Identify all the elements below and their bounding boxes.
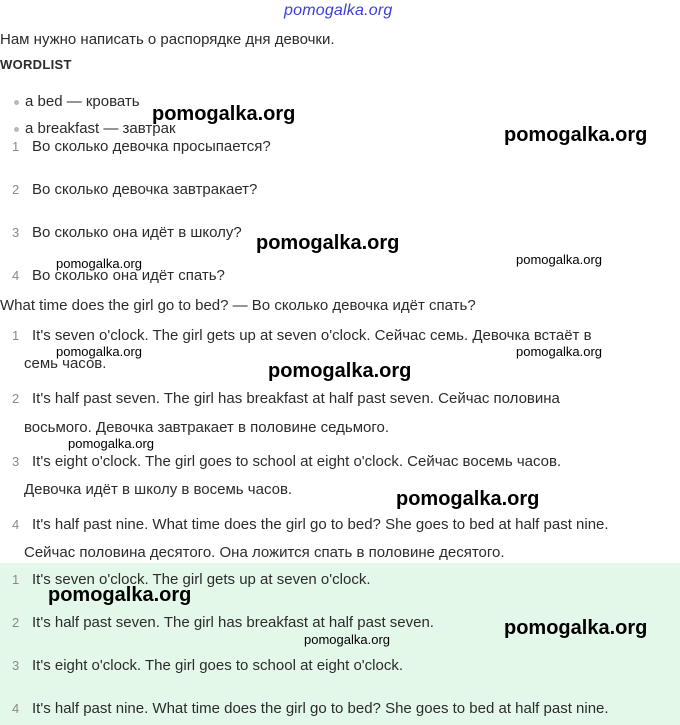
question-number: 2 bbox=[12, 182, 20, 197]
watermark: pomogalka.org bbox=[152, 103, 296, 125]
question-number: 1 bbox=[12, 139, 20, 154]
question-line: What time does the girl go to bed? — Во сколько девочка идёт спать? bbox=[0, 297, 476, 314]
answer-line: семь часов. bbox=[24, 355, 107, 372]
question-text: Во сколько девочка завтракает? bbox=[32, 181, 258, 198]
final-answer-text: It's half past seven. The girl has breakfast at half past seven. bbox=[32, 614, 434, 631]
final-answer-number: 3 bbox=[12, 658, 20, 673]
answer-number: 2 bbox=[12, 391, 20, 406]
watermark: pomogalka.org bbox=[256, 232, 400, 254]
watermark: pomogalka.org bbox=[68, 436, 154, 451]
watermark: pomogalka.org bbox=[304, 632, 390, 647]
watermark: pomogalka.org bbox=[268, 360, 412, 382]
answer-line: восьмого. Девочка завтракает в половине седьмого. bbox=[24, 419, 390, 436]
bullet-icon bbox=[14, 100, 19, 105]
watermark: pomogalka.org bbox=[56, 256, 142, 271]
watermark: pomogalka.org bbox=[504, 617, 648, 639]
question-number: 3 bbox=[12, 225, 20, 240]
answer-line: It's half past nine. What time does the girl go to bed? She goes to bed at half past nine. bbox=[32, 516, 609, 533]
watermark: pomogalka.org bbox=[48, 584, 192, 606]
question-text: Во сколько девочка просыпается? bbox=[32, 138, 271, 155]
final-answer-text: It's seven o'clock. The girl gets up at seven o'clock. bbox=[32, 571, 371, 588]
intro-text: Нам нужно написать о распорядке дня девочки. bbox=[0, 31, 335, 48]
bullet-icon bbox=[14, 127, 19, 132]
watermark: pomogalka.org bbox=[504, 124, 648, 146]
watermark: pomogalka.org bbox=[516, 344, 602, 359]
wordlist-heading: WORDLIST bbox=[0, 57, 72, 72]
final-answer-number: 1 bbox=[12, 572, 20, 587]
watermark: pomogalka.org bbox=[516, 252, 602, 267]
final-answer-number: 4 bbox=[12, 701, 20, 716]
question-text: Во сколько она идёт спать? bbox=[32, 267, 225, 284]
answer-line: It's eight o'clock. The girl goes to school at eight o'clock. Сейчас восемь часов. bbox=[32, 453, 562, 470]
final-answer-text: It's half past nine. What time does the girl go to bed? She goes to bed at half past nine. bbox=[32, 700, 609, 717]
final-answer-text: It's eight o'clock. The girl goes to school at eight o'clock. bbox=[32, 657, 404, 674]
answer-line: It's seven o'clock. The girl gets up at seven o'clock. Сейчас семь. Девочка встаёт в bbox=[32, 327, 592, 344]
watermark: pomogalka.org bbox=[56, 344, 142, 359]
wordlist-item-clipped: a breakfast — завтрак bbox=[14, 120, 176, 128]
question-text: Во сколько она идёт в школу? bbox=[32, 224, 242, 241]
answer-number: 4 bbox=[12, 517, 20, 532]
wordlist-item: a bed — кровать bbox=[14, 93, 140, 111]
answer-line: Девочка идёт в школу в восемь часов. bbox=[24, 481, 293, 498]
answer-number: 1 bbox=[12, 328, 20, 343]
answer-number: 3 bbox=[12, 454, 20, 469]
site-header-link[interactable]: pomogalka.org bbox=[284, 2, 393, 19]
watermark: pomogalka.org bbox=[396, 488, 540, 510]
answer-line: It's half past seven. The girl has breakfast at half past seven. Сейчас половина bbox=[32, 390, 560, 407]
question-number: 4 bbox=[12, 268, 20, 283]
answer-line: Сейчас половина десятого. Она ложится спать в половине десятого. bbox=[24, 544, 505, 561]
final-answer-number: 2 bbox=[12, 615, 20, 630]
